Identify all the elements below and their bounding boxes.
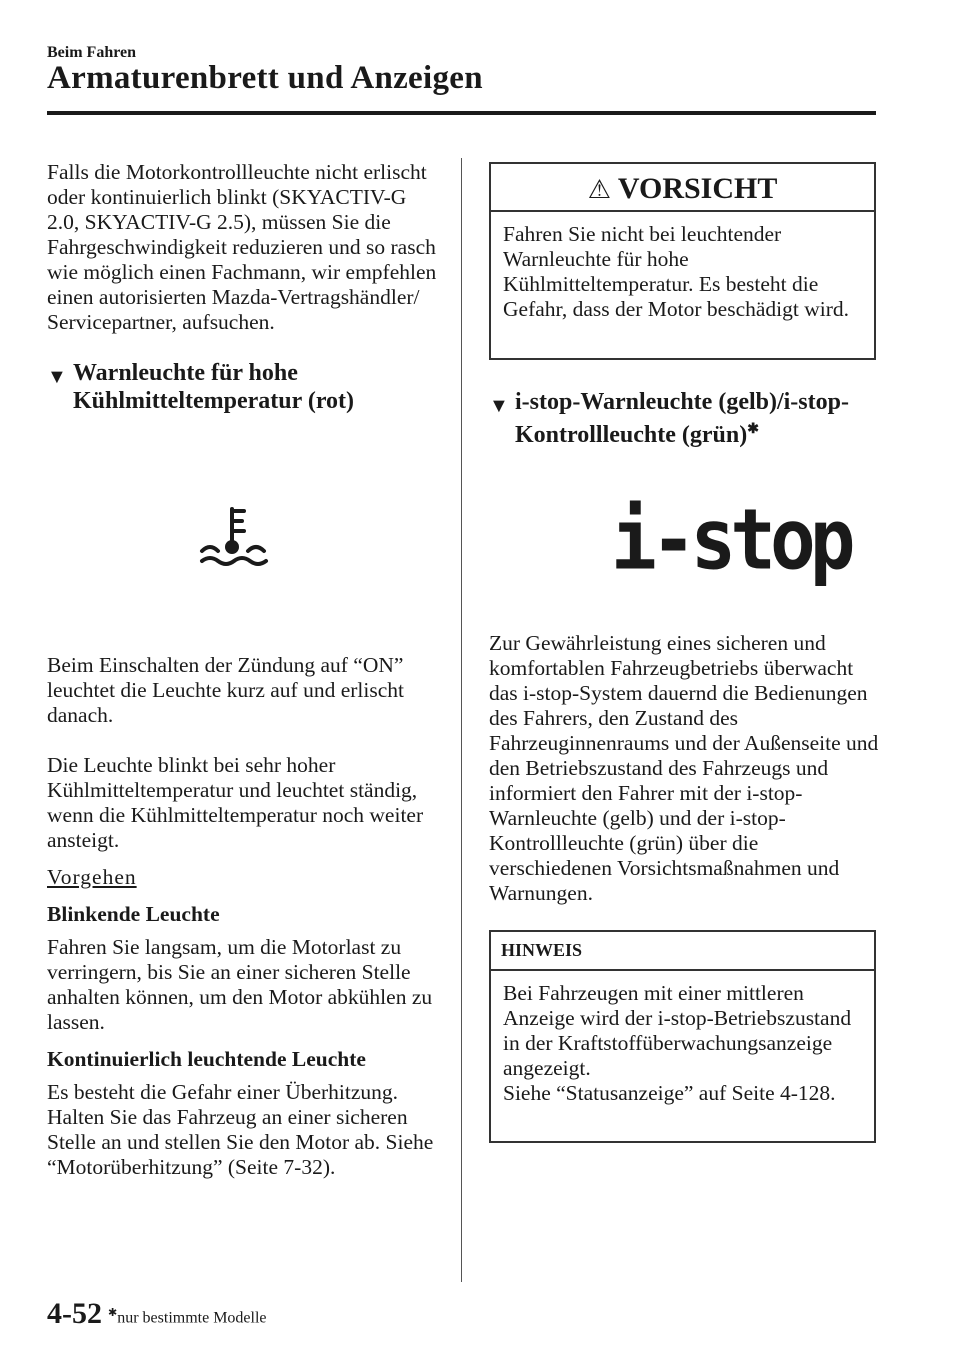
steady-text: Es besteht die Gefahr einer Überhitzung. Halten Sie das Fahrzeug an einer sicheren Stelle an und stellen Sie den Motor ab. Siehe “Motorüberhitzung” (Seite 7-32). [47,1080,434,1179]
hint-box [489,930,876,1143]
page-number: 4-52 [47,1297,102,1330]
istop-paragraph: Zur Gewährleistung eines sicheren und komfortablen Fahrzeugbetriebs überwacht das i-stop-System dauernd die Bedienungen des Fahrers, den Zustand des Fahrzeuginnenraums und der Außenseite und den Betriebszustand des Fahrzeugs und informiert den Fahrer mit der i-stop-Warnleuchte (gelb) und der i-stop-Kontrollleuchte (grün) über die verschiedenen Vorsichtsmaßnahmen und Warnungen. [489,631,879,905]
section-title: Beim Fahren [47,44,137,61]
istop-section [489,388,879,449]
steady-label: Kontinuierlich leuchtende Leuchte [47,1047,366,1071]
coolant-heading: ▼ Warnleuchte für hohe Kühlmitteltemperatur (rot) [47,360,355,414]
warning-icon: ⚠ [587,175,611,205]
coolant-temperature-icon [196,505,274,567]
istop-text [489,631,879,906]
triangle-bullet-icon: ▼ [489,395,509,417]
left-column [47,160,437,1180]
caution-text: Fahren Sie nicht bei leuchtender Warnleuchte für hohe Kühlmitteltemperatur. Es besteht die Gefahr, dass der Motor beschädigt wird. [503,222,850,321]
blink-text: Fahren Sie langsam, um die Motorlast zu verringern, bis Sie an einer sicheren Stelle anhalten können, um den Motor abkühlen zu lassen. [47,935,433,1034]
intro-paragraph: Falls die Motorkontrollleuchte nicht erlischt oder kontinuierlich blinkt (SKYACTIV-G 2.0, SKYACTIV-G 2.5), müssen Sie die Fahrgeschwindigkeit reduzieren und so rasch wie möglich einen Fachmann, wir empfehlen einen autorisierten Mazda-Vertragshändler/ Servicepartner, aufsuchen. [47,160,437,334]
caution-box [489,162,876,360]
chapter-title: Armaturenbrett und Anzeigen [47,60,483,96]
column-divider [461,158,462,1282]
footnote: ✱nur bestimmte Modelle [108,1307,267,1327]
coolant-paragraph-1: Beim Einschalten der Zündung auf “ON” leuchtet die Leuchte kurz auf und erlischt danach. [47,653,404,727]
istop-heading: ▼ i-stop-Warnleuchte (gelb)/i-stop- Kontrollleuchte (grün)✱ [489,389,849,448]
caution-title: ⚠ VORSICHT [587,172,778,205]
procedure-label: Vorgehen [47,865,137,889]
asterisk-icon: ✱ [747,422,759,437]
blink-label: Blinkende Leuchte [47,902,220,926]
coolant-paragraph-2: Die Leuchte blinkt bei sehr hoher Kühlmitteltemperatur und leuchtet ständig, wenn die Kühlmitteltemperatur noch weiter ansteigt. [47,753,424,852]
asterisk-icon: ✱ [108,1307,118,1319]
header-rule [47,111,876,115]
hint-title: HINWEIS [501,940,583,960]
hint-text: Bei Fahrzeugen mit einer mittleren Anzeige wird der i-stop-Betriebszustand in der Kraftstoffüberwachungsanzeige angezeigt. Siehe “Statusanzeige” auf Seite 4-128. [503,980,852,1105]
triangle-bullet-icon: ▼ [47,366,67,388]
istop-indicator-icon: i-stop [611,490,850,589]
